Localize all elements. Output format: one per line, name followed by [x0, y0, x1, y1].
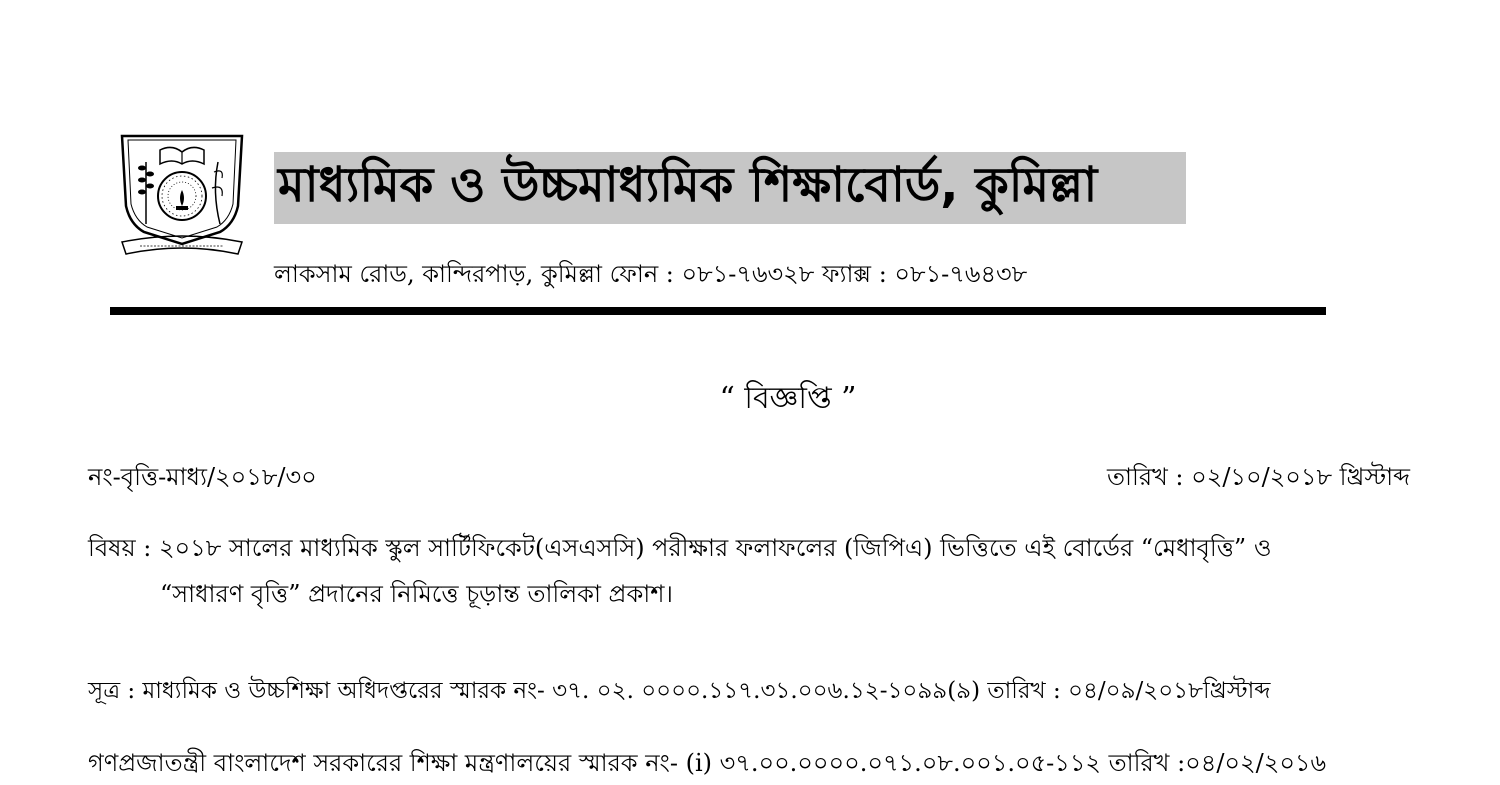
reference-line-2: গণপ্রজাতন্ত্রী বাংলাদেশ সরকারের শিক্ষা মন্ত্রণালয়ের স্মারক নং- (i) ৩৭.০০.০০০০.০৭১.০৮.০০১.০৫-১১২ তারিখ :০৪/০২/২০১৬ [88, 749, 1327, 777]
notice-title: “ বিজ্ঞপ্তি ” [719, 381, 857, 416]
memo-number: নং-বৃত্তি-মাধ্য/২০১৮/৩০ [88, 463, 317, 491]
letterhead-divider [110, 307, 1326, 315]
board-name-banner [274, 152, 1186, 224]
subject-line-1: বিষয় : ২০১৮ সালের মাধ্যমিক স্কুল সার্টিফিকেট(এসএসসি) পরীক্ষার ফলাফলের (জিপিএ) ভিত্তিতে এই বোর্ডের “মেধাবৃত্তি” ও [88, 534, 1272, 562]
reference-line-1: সূত্র : মাধ্যমিক ও উচ্চশিক্ষা অধিদপ্তরের স্মারক নং- ৩৭. ০২. ০০০০.১১৭.৩১.০০৬.১২-১০৯৯(৯) তারিখ : ০৪/০৯/২০১৮খ্রিস্টাব্দ [88, 678, 1271, 704]
board-seal-icon [116, 132, 248, 260]
board-address: লাকসাম রোড, কান্দিরপাড়, কুমিল্লা ফোন : ০৮১-৭৬৩২৮ ফ্যাক্স : ০৮১-৭৬৪৩৮ [274, 260, 1028, 288]
board-name: মাধ্যমিক ও উচ্চমাধ্যমিক শিক্ষাবোর্ড, কুমিল্লা [278, 156, 1098, 213]
memo-date: তারিখ : ০২/১০/২০১৮ খ্রিস্টাব্দ [1107, 463, 1410, 491]
subject-line-2: “সাধারণ বৃত্তি” প্রদানের নিমিত্তে চূড়ান্ত তালিকা প্রকাশ। [160, 580, 673, 608]
